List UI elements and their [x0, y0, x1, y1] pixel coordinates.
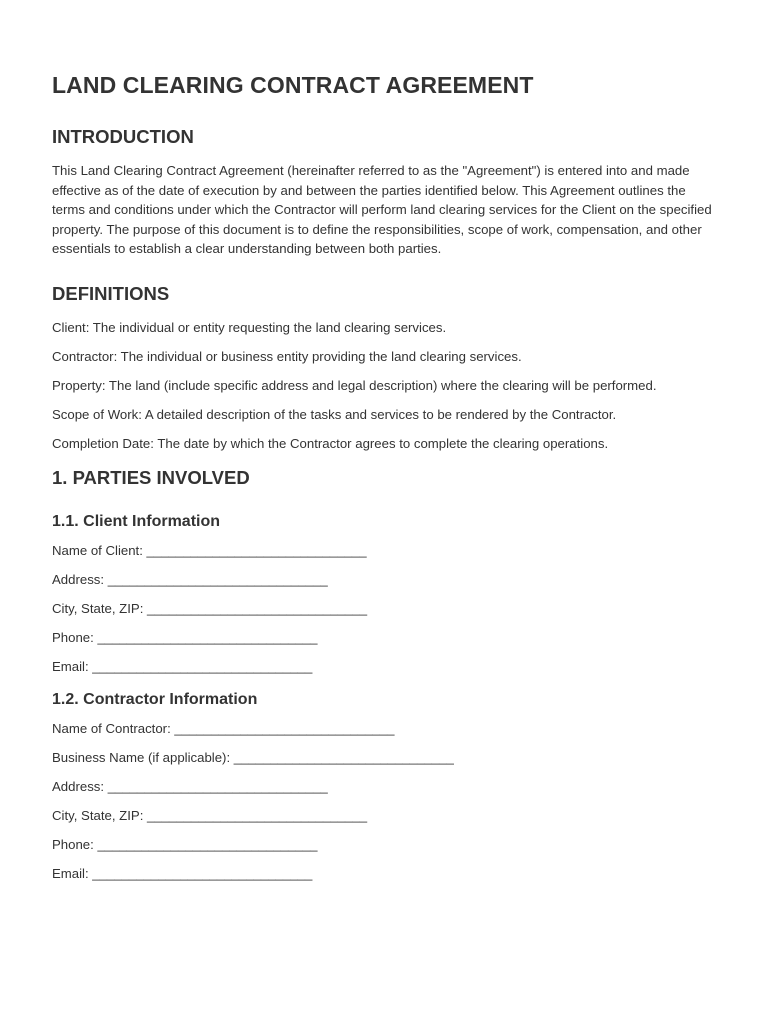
definitions-heading: DEFINITIONS	[52, 282, 170, 304]
definition-scope-of-work: Scope of Work: A detailed description of the tasks and services to be rendered by the Contractor.	[52, 406, 617, 422]
contractor-phone-field: Phone: ______________________________	[52, 837, 318, 853]
contractor-city-state-zip-field: City, State, ZIP: ______________________________	[52, 808, 368, 824]
client-city-state-zip-field: City, State, ZIP: ______________________________	[52, 601, 368, 617]
contractor-email-field: Email: ______________________________	[52, 866, 313, 882]
contractor-address-field: Address: ______________________________	[52, 779, 328, 795]
client-info-heading: 1.1. Client Information	[52, 513, 221, 530]
document-title: LAND CLEARING CONTRACT AGREEMENT	[52, 72, 534, 98]
parties-heading: 1. PARTIES INVOLVED	[52, 467, 250, 488]
definition-client: Client: The individual or entity requesting the land clearing services.	[52, 319, 447, 335]
client-name-field: Name of Client: ______________________________	[52, 543, 367, 558]
client-email-field: Email: ______________________________	[52, 659, 313, 675]
contractor-info-heading: 1.2. Contractor Information	[52, 690, 258, 708]
contractor-business-name-field: Business Name (if applicable): ______________________________	[52, 749, 454, 765]
client-phone-field: Phone: ______________________________	[52, 630, 318, 646]
client-fields	[52, 541, 720, 677]
client-address-field: Address: ______________________________	[52, 572, 328, 588]
definition-contractor: Contractor: The individual or business entity providing the land clearing services.	[52, 348, 522, 364]
introduction-paragraph: This Land Clearing Contract Agreement (hereinafter referred to as the "Agreement") is entered into and made effective as of the date of execution by and between the parties identified below. This Agreement outlines the terms and conditions under which the Contractor will perform land clearing services for the Client on the specified property. The purpose of this document is to define the responsibilities, scope of work, compensation, and other essentials to establish a clear understanding between both parties.	[52, 163, 712, 256]
contractor-name-field: Name of Contractor: ______________________________	[52, 720, 395, 736]
definition-property: Property: The land (include specific address and legal description) where the clearing will be performed.	[52, 377, 657, 393]
introduction-heading: INTRODUCTION	[52, 126, 194, 147]
contractor-fields	[52, 719, 720, 884]
definitions-list	[52, 318, 720, 454]
definition-completion-date: Completion Date: The date by which the Contractor agrees to complete the clearing operations.	[52, 435, 609, 451]
